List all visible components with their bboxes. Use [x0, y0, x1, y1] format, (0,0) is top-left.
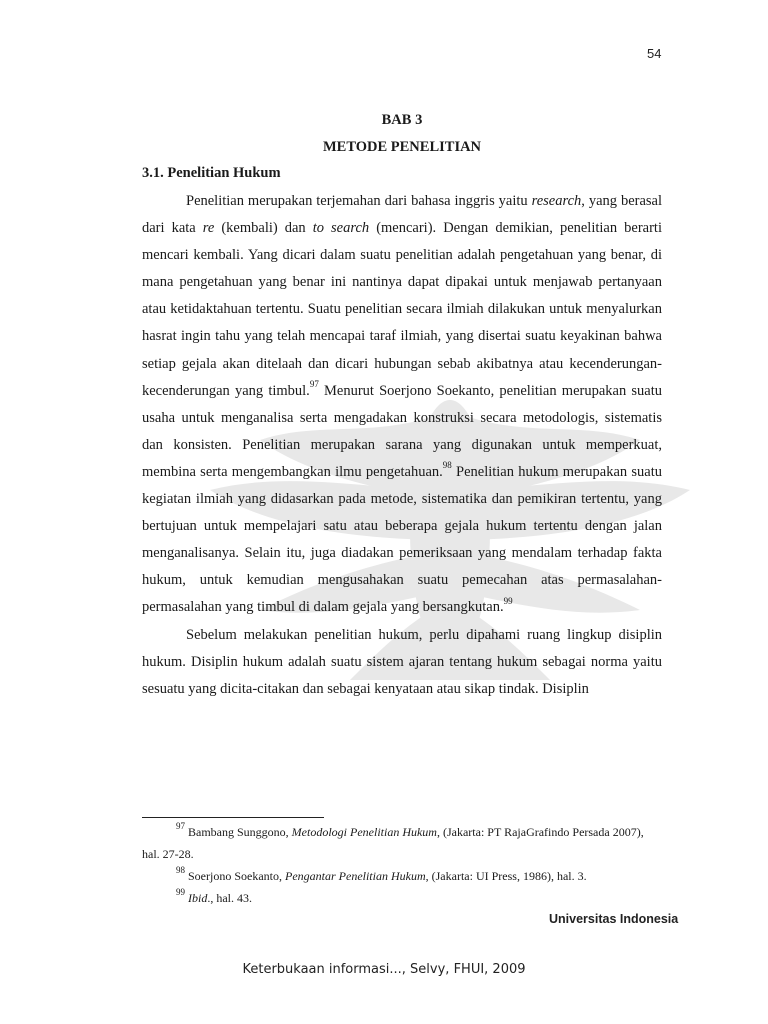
italic-term: to search	[312, 220, 370, 237]
footnote-divider	[142, 817, 324, 818]
paragraph-2: Sebelum melakukan penelitian hukum, perlu dipahami ruang lingkup disiplin hukum. Disiplin hukum adalah suatu sistem ajaran tentang hukum sebagai norma yaitu sesuatu yang dicita-citakan dan sebagai kenyataan atau sikap tindak. Disiplin	[142, 626, 662, 697]
italic-term: re	[202, 220, 215, 237]
text-run: Menurut Soerjono Soekanto, penelitian merupakan suatu usaha untuk menganalisa serta mengadakan konstruksi secara metodologis, sistematis dan konsisten. Penelitian merupakan sarana yang digunakan untuk memperkuat, membina serta mengembangkan ilmu pengetahuan.	[142, 382, 663, 480]
text-run: (kembali) dan	[214, 220, 313, 237]
institution-name: Universitas Indonesia	[549, 912, 679, 926]
footnote-title: Pengantar Penelitian Hukum	[285, 869, 426, 883]
italic-term: research	[531, 193, 582, 209]
chapter-title: METODE PENELITIAN	[322, 139, 482, 155]
footnote-author: Bambang Sunggono,	[185, 825, 292, 839]
text-run: (mencari). Dengan demikian, penelitian berarti mencari kembali. Yang dicari dalam suatu penelitian adalah pengetahuan yang benar, di mana pengetahuan yang benar ini nantinya dapat dipakai untuk menjawab pertanyaan atau ketidaktahuan tertentu. Suatu penelitian secara ilmiah dilakukan untuk menyalurkan hasrat ingin tahu yang telah mencapai taraf ilmiah, yang disertai suatu keyakinan bahwa setiap gejala akan ditelaah dan dicari hubungan sebab akibatnya atau kecenderungan-kecenderungan yang timbul.	[142, 220, 662, 399]
footnote-98	[142, 865, 662, 887]
footnote-citation: , (Jakarta: UI Press, 1986), hal. 3.	[425, 869, 587, 883]
section-heading: 3.1. Penelitian Hukum	[142, 165, 281, 181]
footer-caption: Keterbukaan informasi..., Selvy, FHUI, 2009	[242, 962, 526, 977]
text-run: Penelitian merupakan terjemahan dari bahasa inggris yaitu	[186, 193, 532, 209]
paragraph-1	[142, 188, 662, 622]
body-text	[142, 188, 662, 703]
footnote-number: 99	[176, 887, 185, 897]
footnote-ref[interactable]: 97	[309, 378, 319, 389]
footnote-97	[142, 821, 662, 865]
footnote-ref[interactable]: 98	[442, 460, 452, 471]
footnote-citation: ., hal. 43.	[207, 891, 253, 905]
footnote-ref[interactable]: 99	[503, 595, 513, 606]
footnote-number: 97	[176, 821, 185, 831]
text-run: Penelitian hukum merupakan suatu kegiatan ilmiah yang didasarkan pada metode, sistematika dan pemikiran tertentu, yang bertujuan untuk mempelajari satu atau beberapa gejala hukum tertentu dengan jalan menganalisanya. Selain itu, juga diadakan pemeriksaan yang mendalam terhadap fakta hukum, untuk kemudian mengusahakan suatu pemecahan atas permasalahan-permasalahan yang timbul di dalam gejala yang bersangkutan.	[142, 463, 662, 616]
footnote-title: Ibid	[188, 891, 208, 905]
footnotes	[142, 821, 662, 909]
page-number: 54	[647, 46, 662, 61]
chapter-label: BAB 3	[381, 112, 423, 128]
footnote-number: 98	[176, 865, 185, 875]
footnote-99	[142, 887, 662, 909]
footnote-title: Metodologi Penelitian Hukum	[291, 825, 437, 839]
footnote-citation: , (Jakarta: PT RajaGrafindo Persada 2007), hal. 27-28.	[142, 825, 644, 861]
text-run: , yang berasal dari kata	[142, 193, 662, 237]
footnote-author: Soerjono Soekanto,	[185, 869, 285, 883]
